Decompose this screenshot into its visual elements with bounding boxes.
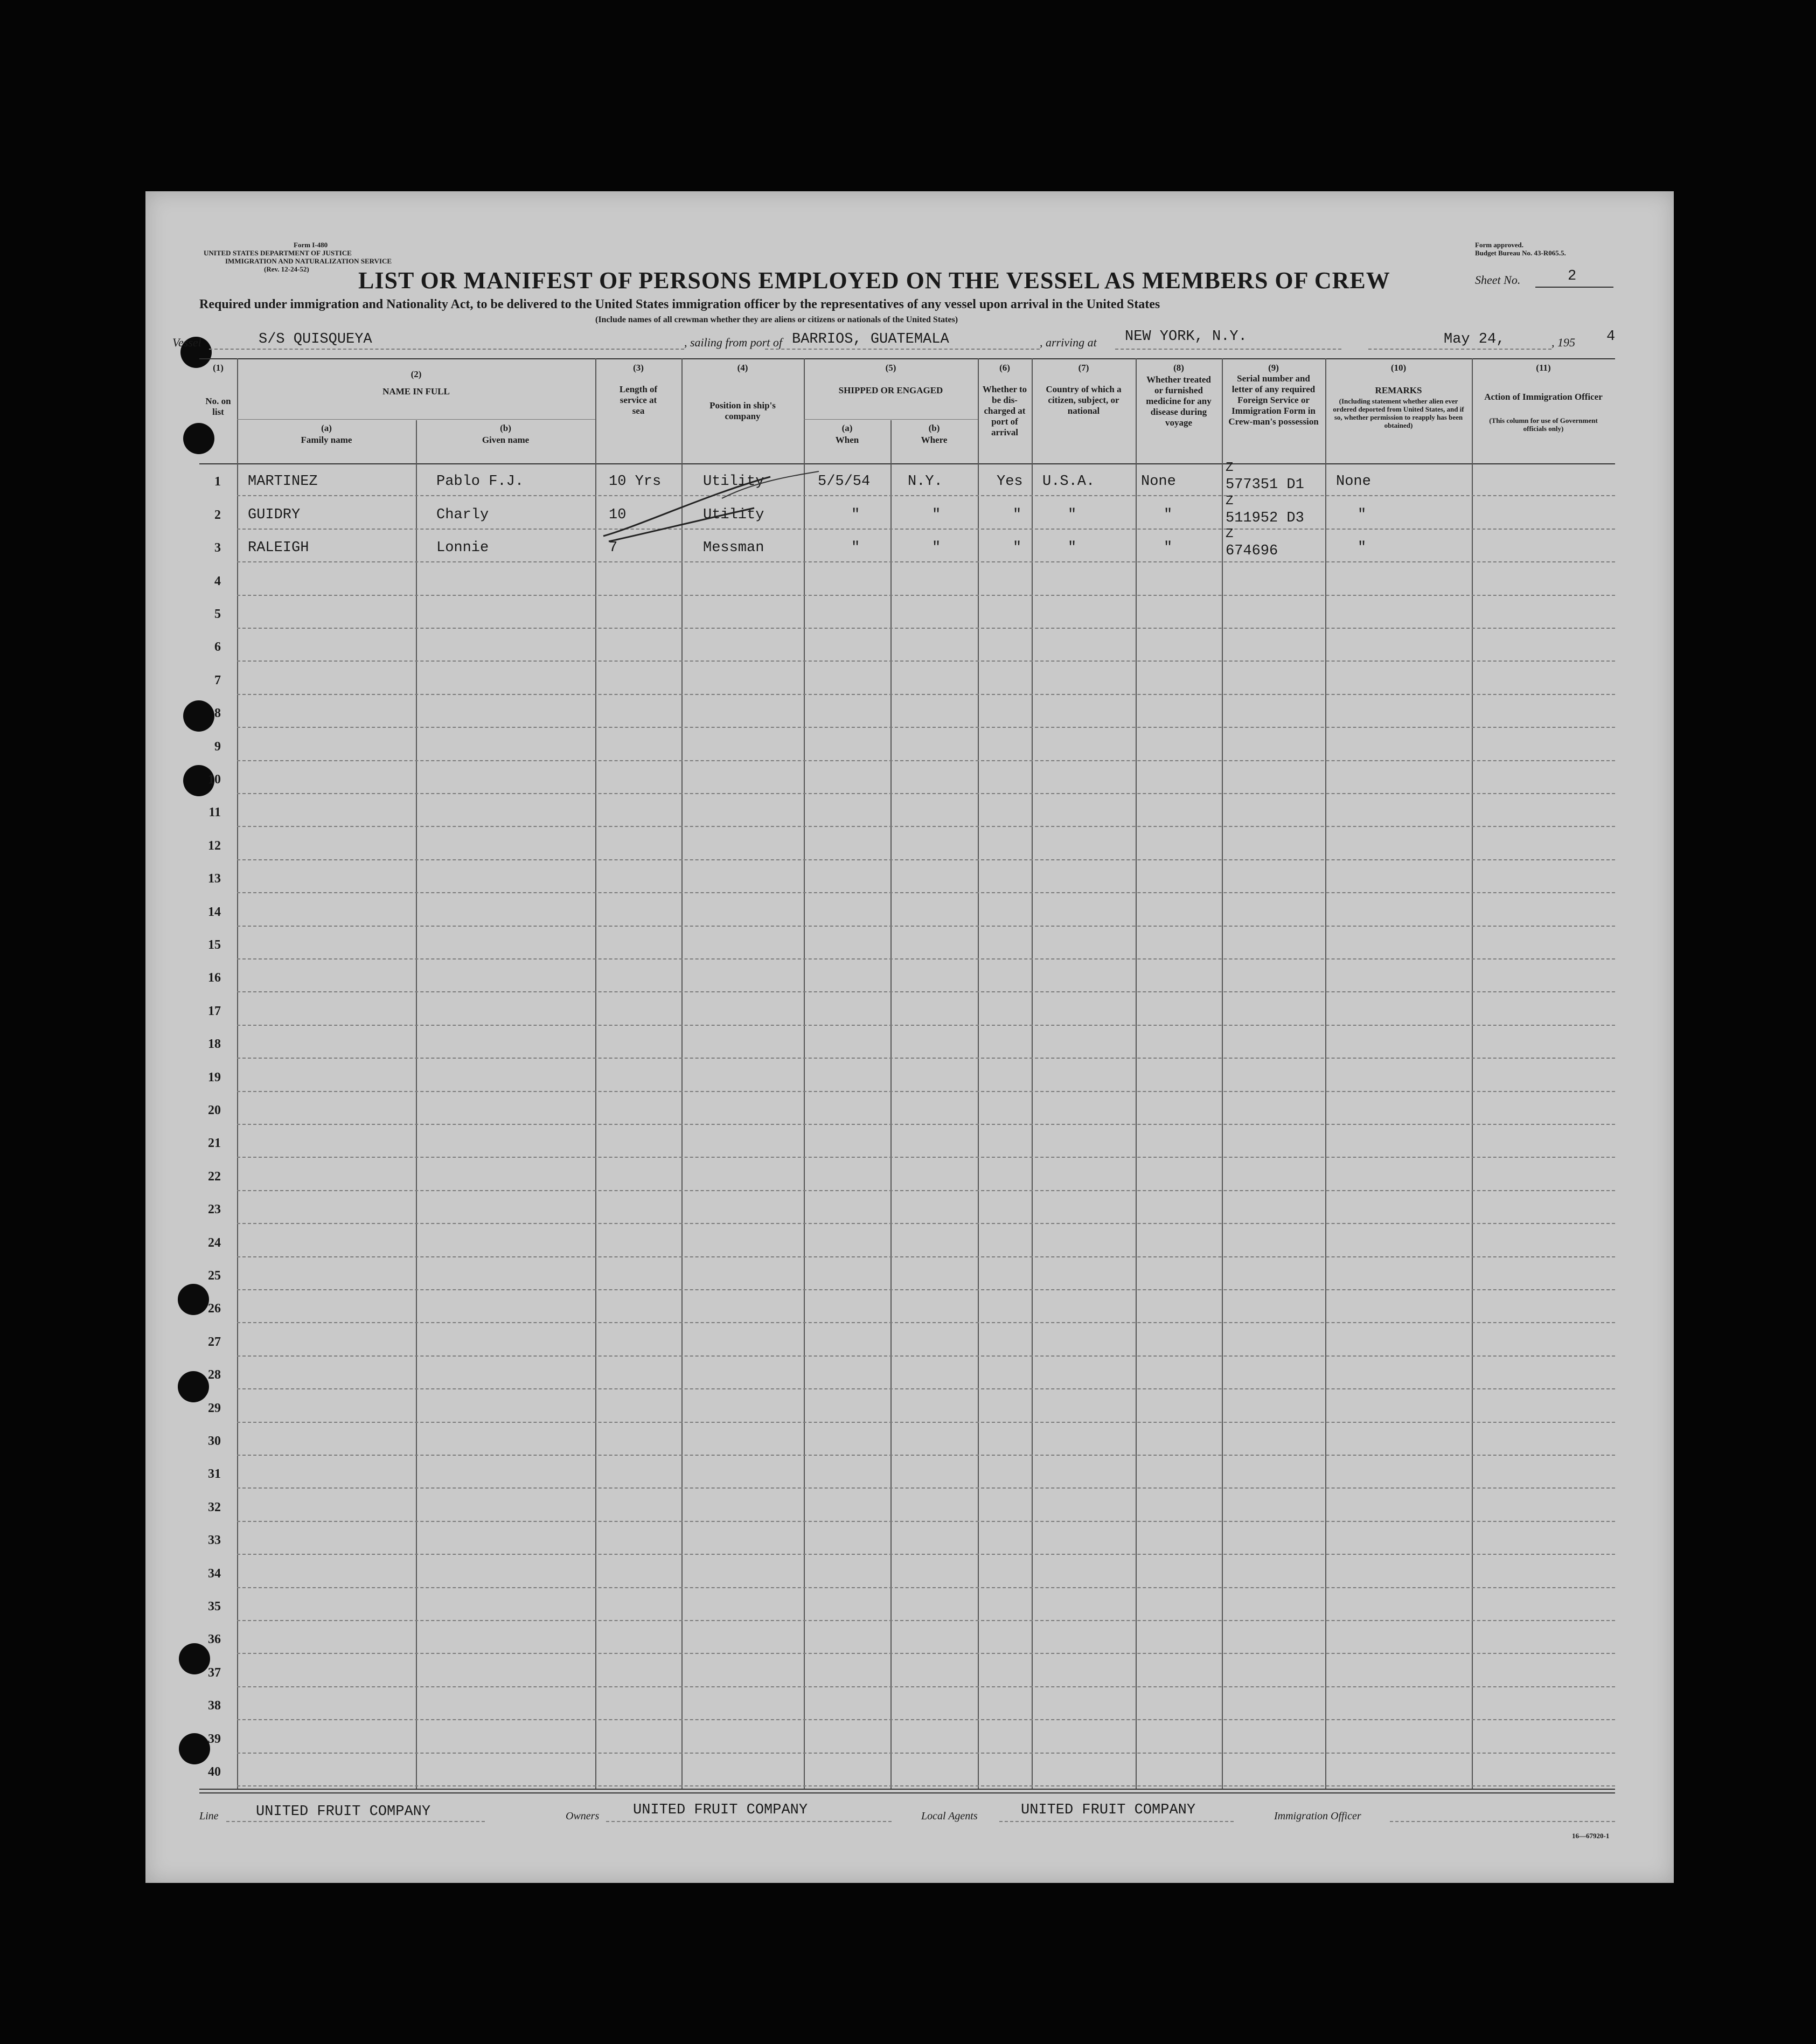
cell-position: Messman xyxy=(703,540,764,557)
vessel-underline xyxy=(209,349,684,350)
row-number: 20 xyxy=(208,1103,221,1117)
row-rule xyxy=(237,1785,1615,1786)
row-rule xyxy=(237,529,1615,530)
cell-where: " xyxy=(932,506,941,523)
col7-num: (7) xyxy=(1078,363,1089,373)
cell-remarks: None xyxy=(1336,474,1371,490)
row-number: 14 xyxy=(208,905,221,919)
row-rule xyxy=(237,1653,1615,1654)
table-bottom-border-2 xyxy=(199,1792,1615,1793)
row-number: 25 xyxy=(208,1269,221,1283)
row-rule xyxy=(237,1455,1615,1456)
col6-label: Whether to be dis-charged at port of arrival xyxy=(982,384,1027,437)
port-underline xyxy=(765,349,1040,350)
service-name: IMMIGRATION AND NATURALIZATION SERVICE xyxy=(225,257,392,265)
cell-given: Lonnie xyxy=(436,540,489,557)
row-rule xyxy=(237,1157,1615,1158)
row-number: 17 xyxy=(208,1004,221,1018)
cell-treated: None xyxy=(1141,474,1176,490)
cell-family: GUIDRY xyxy=(248,506,301,523)
row-number: 7 xyxy=(214,673,221,687)
agents-company: UNITED FRUIT COMPANY xyxy=(1021,1802,1196,1818)
row-number: 35 xyxy=(208,1600,221,1614)
vessel-label: Vessel xyxy=(172,336,201,349)
cell-service: 7 xyxy=(609,540,618,557)
cell-discharged: " xyxy=(1013,540,1022,557)
line-label: Line xyxy=(199,1810,219,1822)
owners-underline xyxy=(606,1821,892,1822)
row-number: 34 xyxy=(208,1566,221,1581)
cell-when: " xyxy=(851,506,860,523)
col7-label: Country of which a citizen, subject, or national xyxy=(1046,384,1122,416)
sailing-port: BARRIOS, GUATEMALA xyxy=(792,331,949,347)
col10-label: REMARKS xyxy=(1375,385,1422,395)
row-rule xyxy=(237,1091,1615,1092)
row-rule xyxy=(237,727,1615,728)
row-number: 13 xyxy=(208,872,221,886)
footer-code: 16—67920-1 xyxy=(1572,1832,1610,1840)
row-number: 40 xyxy=(208,1765,221,1779)
row-rule xyxy=(237,694,1615,695)
sheet-number: 2 xyxy=(1568,268,1577,284)
cell-family: RALEIGH xyxy=(248,540,309,557)
row-rule xyxy=(237,1256,1615,1257)
page-title: LIST OR MANIFEST OF PERSONS EMPLOYED ON THE VESSEL AS MEMBERS OF CREW xyxy=(358,267,1390,294)
col9-label: Serial number and letter of any required Foreign Service or Immigration Form in Crew-man's possession xyxy=(1228,373,1319,427)
form-revision: (Rev. 12-24-52) xyxy=(264,265,309,273)
cell-when: 5/5/54 xyxy=(818,474,871,490)
row-rule xyxy=(237,495,1615,496)
form-subnote: (Include names of all crewman whether they are aliens or citizens or nationals of the United States) xyxy=(595,315,958,324)
row-number: 37 xyxy=(208,1665,221,1680)
col2b-num: (b) xyxy=(500,423,511,433)
col10-num: (10) xyxy=(1390,363,1407,373)
row-rule xyxy=(237,1686,1615,1687)
row-rule xyxy=(237,991,1615,992)
col11-note: (This column for use of Government officials only) xyxy=(1489,416,1598,433)
row-number: 30 xyxy=(208,1434,221,1448)
row-rule xyxy=(237,1587,1615,1588)
row-number: 21 xyxy=(208,1136,221,1151)
row-rule xyxy=(237,1487,1615,1489)
form-subtitle: Required under immigration and Nationality Act, to be delivered to the United States immigration officer by the representatives of any vessel upon arrival in the United States xyxy=(199,297,1160,311)
cell-discharged: Yes xyxy=(997,474,1023,490)
row-number: 24 xyxy=(208,1235,221,1250)
cell-country: " xyxy=(1068,506,1077,523)
col2-num: (2) xyxy=(410,369,422,379)
arrival-underline xyxy=(1115,349,1341,350)
col5a-num: (a) xyxy=(841,423,853,433)
sheet-number-label: Sheet No. xyxy=(1475,273,1521,287)
col4-label: Position in ship's company xyxy=(709,400,776,421)
row-rule xyxy=(237,826,1615,827)
row-rule xyxy=(237,1422,1615,1423)
row-number: 1 xyxy=(214,475,221,489)
row-number: 2 xyxy=(214,507,221,522)
row-rule xyxy=(237,1190,1615,1191)
cell-family: MARTINEZ xyxy=(248,474,318,490)
row-number: 6 xyxy=(214,640,221,655)
row-number: 26 xyxy=(208,1302,221,1316)
row-number: 32 xyxy=(208,1500,221,1514)
row-number: 4 xyxy=(214,574,221,588)
row-rule xyxy=(237,793,1615,794)
row-number: 5 xyxy=(214,607,221,621)
col2-label: NAME IN FULL xyxy=(382,386,450,397)
row-rule xyxy=(237,1388,1615,1389)
table-top-border xyxy=(199,358,1615,359)
col4-num: (4) xyxy=(737,363,748,373)
row-rule xyxy=(237,1025,1615,1026)
cell-given: Charly xyxy=(436,506,489,523)
arrival-date: May 24, xyxy=(1444,331,1505,347)
owners-label: Owners xyxy=(566,1810,600,1822)
col3-num: (3) xyxy=(633,363,644,373)
manifest-sheet xyxy=(145,191,1674,1883)
sailing-label: , sailing from port of xyxy=(684,336,782,349)
col5-label: SHIPPED OR ENGAGED xyxy=(838,385,943,395)
owners-company: UNITED FRUIT COMPANY xyxy=(633,1802,808,1818)
cell-position: Utility xyxy=(703,474,764,490)
officer-underline xyxy=(1390,1821,1615,1822)
row-rule xyxy=(237,1223,1615,1224)
cell-country: " xyxy=(1068,540,1077,557)
date-underline xyxy=(1368,349,1551,350)
row-rule xyxy=(237,595,1615,596)
cell-service: 10 Yrs xyxy=(609,474,662,490)
year-suffix: 4 xyxy=(1606,329,1616,345)
cell-discharged: " xyxy=(1013,506,1022,523)
cell-serial-prefix: Z xyxy=(1226,527,1234,542)
row-number: 3 xyxy=(214,541,221,555)
row-number: 9 xyxy=(214,739,221,754)
col9-num: (9) xyxy=(1268,363,1279,373)
col11-num: (11) xyxy=(1536,363,1551,373)
vessel-name: S/S QUISQUEYA xyxy=(259,331,372,347)
row-number: 15 xyxy=(208,938,221,952)
department: UNITED STATES DEPARTMENT OF JUSTICE xyxy=(204,249,352,257)
row-rule xyxy=(237,1521,1615,1522)
col5-num: (5) xyxy=(885,363,896,373)
col2a-label: Family name xyxy=(301,435,352,445)
col1-label: No. on list xyxy=(205,396,231,417)
line-company: UNITED FRUIT COMPANY xyxy=(256,1804,431,1820)
cell-remarks: " xyxy=(1358,540,1367,557)
col8-label: Whether treated or furnished medicine for any disease during voyage xyxy=(1146,374,1212,428)
row-number: 27 xyxy=(208,1334,221,1349)
row-rule xyxy=(237,926,1615,927)
cell-where: " xyxy=(932,540,941,557)
col2a-num: (a) xyxy=(321,423,332,433)
header-bottom-border xyxy=(199,463,1615,464)
row-number: 29 xyxy=(208,1401,221,1415)
row-rule xyxy=(237,859,1615,860)
row-number: 38 xyxy=(208,1699,221,1713)
cell-serial: 577351 D1 xyxy=(1226,477,1304,493)
budget-bureau: Budget Bureau No. 43-R065.5. xyxy=(1475,249,1566,257)
row-number: 11 xyxy=(208,805,221,820)
row-rule xyxy=(237,760,1615,761)
table-bottom-border xyxy=(199,1789,1615,1790)
cell-given: Pablo F.J. xyxy=(436,474,524,490)
col5b-num: (b) xyxy=(928,423,940,433)
line-underline xyxy=(226,1821,485,1822)
cell-treated: " xyxy=(1164,540,1173,557)
row-rule xyxy=(237,561,1615,562)
row-number: 22 xyxy=(208,1169,221,1184)
cell-serial-prefix: Z xyxy=(1226,493,1234,509)
cell-treated: " xyxy=(1164,506,1173,523)
row-rule xyxy=(237,628,1615,629)
sheet-number-underline xyxy=(1535,287,1613,288)
row-number: 10 xyxy=(208,773,221,787)
row-number: 31 xyxy=(208,1467,221,1482)
row-number: 18 xyxy=(208,1037,221,1052)
col1-num: (1) xyxy=(213,363,224,373)
form-approved: Form approved. xyxy=(1475,241,1524,249)
cell-remarks: " xyxy=(1358,506,1367,523)
punch-hole xyxy=(183,423,214,454)
cell-serial-prefix: Z xyxy=(1226,461,1234,476)
row-rule xyxy=(237,661,1615,662)
year-prefix: , 195 xyxy=(1551,336,1575,349)
cell-position: Utility xyxy=(703,506,764,523)
row-number: 23 xyxy=(208,1202,221,1217)
row-number: 33 xyxy=(208,1533,221,1548)
cell-serial: 674696 xyxy=(1226,543,1278,560)
row-number: 12 xyxy=(208,838,221,853)
row-rule xyxy=(237,892,1615,893)
arrival-port: NEW YORK, N.Y. xyxy=(1125,329,1247,345)
arriving-label: , arriving at xyxy=(1040,336,1097,349)
form-number: Form I-480 xyxy=(294,241,328,249)
col10-note: (Including statement whether alien ever ordered deported from United States, and if so, whether permission to reapply has been obtained) xyxy=(1333,397,1464,429)
row-number: 28 xyxy=(208,1368,221,1382)
col5b-label: Where xyxy=(921,435,948,445)
row-rule xyxy=(237,1124,1615,1125)
row-rule xyxy=(237,1289,1615,1290)
officer-label: Immigration Officer xyxy=(1274,1810,1361,1822)
row-rule xyxy=(237,1753,1615,1754)
row-rule xyxy=(237,1058,1615,1059)
row-rule xyxy=(237,1719,1615,1720)
row-number: 8 xyxy=(214,706,221,721)
row-rule xyxy=(237,1322,1615,1323)
row-number: 39 xyxy=(208,1732,221,1746)
agents-label: Local Agents xyxy=(921,1810,978,1822)
agents-underline xyxy=(999,1821,1234,1822)
row-rule xyxy=(237,958,1615,960)
col6-num: (6) xyxy=(999,363,1010,373)
col2b-label: Given name xyxy=(482,435,530,445)
cell-where: N.Y. xyxy=(908,474,943,490)
pen-marks xyxy=(593,461,830,568)
cell-serial: 511952 D3 xyxy=(1226,510,1304,526)
col3-label: Length of service at sea xyxy=(619,384,658,416)
row-rule xyxy=(237,1554,1615,1555)
col5a-label: When xyxy=(835,435,859,445)
row-number: 16 xyxy=(208,971,221,985)
col8-num: (8) xyxy=(1173,363,1184,373)
row-rule xyxy=(237,1620,1615,1621)
row-number: 36 xyxy=(208,1632,221,1647)
cell-when: " xyxy=(851,540,860,557)
col11-label: Action of Immigration Officer xyxy=(1484,392,1603,402)
row-rule xyxy=(237,1355,1615,1357)
row-number: 19 xyxy=(208,1070,221,1084)
cell-country: U.S.A. xyxy=(1042,474,1095,490)
cell-service: 10 xyxy=(609,506,627,523)
